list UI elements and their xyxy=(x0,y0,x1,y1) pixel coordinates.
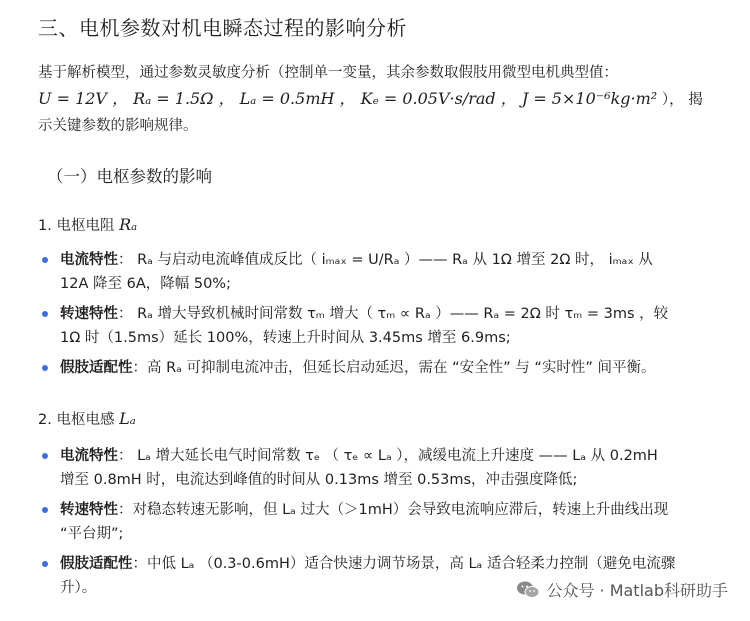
bullet-text: ：中低 Lₐ （0.3-0.6mH）适合快速力调节场景，高 Lₐ 适合轻柔力控制（避免电流骤 xyxy=(132,556,676,572)
list-item xyxy=(38,498,738,546)
item2-bullet-list xyxy=(38,444,738,600)
intro-tail: ）， 揭 xyxy=(657,92,703,108)
item1-bullet-list xyxy=(38,248,738,380)
bullet-dot-icon xyxy=(42,507,48,513)
bullet-dot-icon xyxy=(42,561,48,567)
bullet-text: ： Rₐ 增大导致机械时间常数 τₘ 增大（ τₘ ∝ Rₐ ）—— Rₐ = 2Ω 时 τₘ = 3ms ，较 xyxy=(118,306,669,322)
item2-title xyxy=(38,408,136,429)
watermark xyxy=(516,578,728,601)
wechat-logo-icon xyxy=(516,580,540,600)
bullet-label: 电流特性 xyxy=(60,252,118,268)
bullet-dot-icon xyxy=(42,453,48,459)
bullet-dot-icon xyxy=(42,365,48,371)
bullet-dot-icon xyxy=(42,311,48,317)
intro-params-formula: U = 12V ， Rₐ = 1.5Ω ， Lₐ = 0.5mH ， Kₑ = 0.05V·s/rad ， J = 5×10⁻⁶kg·m² xyxy=(38,89,658,108)
bullet-label: 假肢适配性 xyxy=(60,360,133,376)
bullet-label: 电流特性 xyxy=(60,448,118,464)
item1-title-text: 1. 电枢电阻 xyxy=(38,218,120,234)
list-item xyxy=(38,248,738,296)
list-item xyxy=(38,444,738,492)
item1-title xyxy=(38,214,137,235)
bullet-label: 转速特性 xyxy=(60,306,118,322)
bullet-text-cont: 升）。 xyxy=(60,580,97,596)
watermark-text: 公众号 · Matlab科研助手 xyxy=(546,581,728,600)
intro-paragraph xyxy=(38,60,738,139)
item2-title-text: 2. 电枢电感 xyxy=(38,412,120,428)
bullet-dot-icon xyxy=(42,257,48,263)
bullet-text-cont: 增至 0.8mH 时，电流达到峰值的时间从 0.13ms 增至 0.53ms，冲击强度降低; xyxy=(60,472,578,488)
bullet-text: ：高 Rₐ 可抑制电流冲击，但延长启动延迟，需在 “安全性” 与 “实时性” 间平衡。 xyxy=(132,360,656,376)
bullet-text: ： Lₐ 增大延长电气时间常数 τₑ （ τₑ ∝ Lₐ ），减缓电流上升速度 —— Lₐ 从 0.2mH xyxy=(118,448,658,464)
intro-line-3: 示关键参数的影响规律。 xyxy=(38,118,198,134)
bullet-text: ：对稳态转速无影响，但 Lₐ 过大（＞1mH）会导致电流响应滞后，转速上升曲线出现 xyxy=(118,502,669,518)
item1-title-math: Rₐ xyxy=(119,215,138,234)
bullet-text-cont: 1Ω 时（1.5ms）延长 100%，转速上升时间从 3.45ms 增至 6.9ms; xyxy=(60,330,511,346)
intro-line-2 xyxy=(38,86,738,113)
list-item xyxy=(38,302,738,350)
bullet-text: ： Rₐ 与启动电流峰值成反比（ iₘₐₓ = U/Rₐ ）—— Rₐ 从 1Ω 增至 2Ω 时， iₘₐₓ 从 xyxy=(118,252,653,268)
section-heading: 三、电机参数对机电瞬态过程的影响分析 xyxy=(38,16,407,40)
item2-title-math: Lₐ xyxy=(119,409,136,428)
intro-line-1: 基于解析模型，通过参数灵敏度分析（控制单一变量，其余参数取假肢用微型电机典型值： xyxy=(38,65,618,81)
bullet-label: 假肢适配性 xyxy=(60,556,133,572)
list-item xyxy=(38,356,738,380)
bullet-text-cont: 12A 降至 6A，降幅 50%; xyxy=(60,276,231,292)
bullet-label: 转速特性 xyxy=(60,502,118,518)
bullet-text-cont: “平台期”; xyxy=(60,526,124,542)
subsection-heading: （一）电枢参数的影响 xyxy=(47,167,212,186)
